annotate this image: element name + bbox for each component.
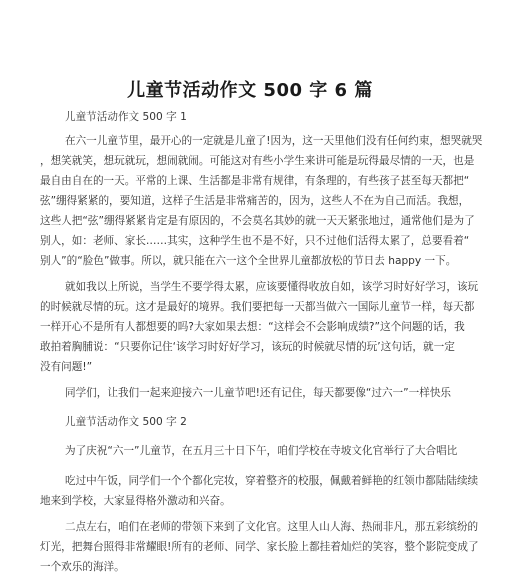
- paragraph: [40, 441, 480, 461]
- text-line: 这些人把“弦”绷得紧紧肯定是有原因的，不会莫名其妙的就一天天紧张地过，通常他们是为了: [40, 215, 475, 227]
- text-line: 为了庆祝“六一”儿童节，在五月三十日下午，咱们学校在寺坡文化官举行了大合唱比: [65, 445, 458, 457]
- text-line: 的时候就尽情的玩。这才是最好的境界。我们要把每一天都当做六一国际儿童节一样，每天都: [40, 301, 475, 313]
- paragraph: [40, 383, 480, 403]
- text-line: 吃过中午饭，同学们一个个都化完妆，穿着整齐的校服，佩戴着鲜艳的红领巾都陆陆续续: [65, 475, 479, 487]
- section-heading: 儿童节活动作文 500 字 1: [65, 111, 187, 123]
- text-line: 没有问题!”: [40, 361, 93, 373]
- text-line: 地来到学校，大家显得格外激动和兴奋。: [40, 495, 231, 507]
- text-line: 弦”绷得紧紧的，要知道，这样子生活是非常痛苦的，因为，这些人不在为自己而活。我想，: [40, 195, 470, 207]
- text-line: 别人，如：老师、家长……其实，这种学生也不是不好，只不过他们活得太累了，总要看着“: [40, 235, 470, 247]
- text-line: 一样开心不是所有人都想要的吗?大家如果去想：“这样会不会影响成绩?”这个问题的话，我: [40, 321, 465, 333]
- text-line: 灯光，把舞台照得非常耀眼!所有的老师、同学、家长脸上都挂着灿烂的笑容，整个影院变成了: [40, 541, 479, 553]
- text-line: 就如我以上所说，当学生不要学得太累，应该要懂得收放自如，该学习时好好学习，该玩: [65, 281, 479, 293]
- text-line: 最自由自在的一天。平常的上课、生活都是非常有规律，有条理的，有些孩子甚至每天都把“: [40, 175, 470, 187]
- paragraph: [40, 471, 480, 511]
- text-line: 同学们，让我们一起来迎接六一儿童节吧!还有记住，每天都要像“过六一”一样快乐: [65, 387, 452, 399]
- section-heading: 儿童节活动作文 500 字 2: [65, 416, 187, 428]
- text-line: ，想笑就笑，想玩就玩，想闹就闹。可能这对有些小学生来讲可能是玩得最尽情的一天，也是: [40, 155, 475, 167]
- text-line: 在六一儿童节里，最开心的一定就是儿童了!因为，这一天里他们没有任何约束，想哭就哭: [65, 135, 483, 147]
- text-line: 敢拍着胸脯说：“只要你记住‘该学习时好好学习，该玩的时候就尽情的玩’这句话，就一定: [40, 341, 455, 353]
- document-title: 儿童节活动作文 500 字 6 篇: [127, 80, 373, 101]
- paragraph: [40, 131, 483, 271]
- paragraph: [40, 517, 480, 577]
- paragraph: [40, 277, 480, 377]
- text-line: 一个欢乐的海洋。: [40, 561, 125, 573]
- text-line: 别人”的“脸色”做事。所以，就只能在六一这个全世界儿童都放松的节日去 happy 一下。: [40, 255, 457, 267]
- text-line: 二点左右，咱们在老师的带领下来到了文化官。这里人山人海、热闹非凡，那五彩缤纷的: [65, 521, 479, 533]
